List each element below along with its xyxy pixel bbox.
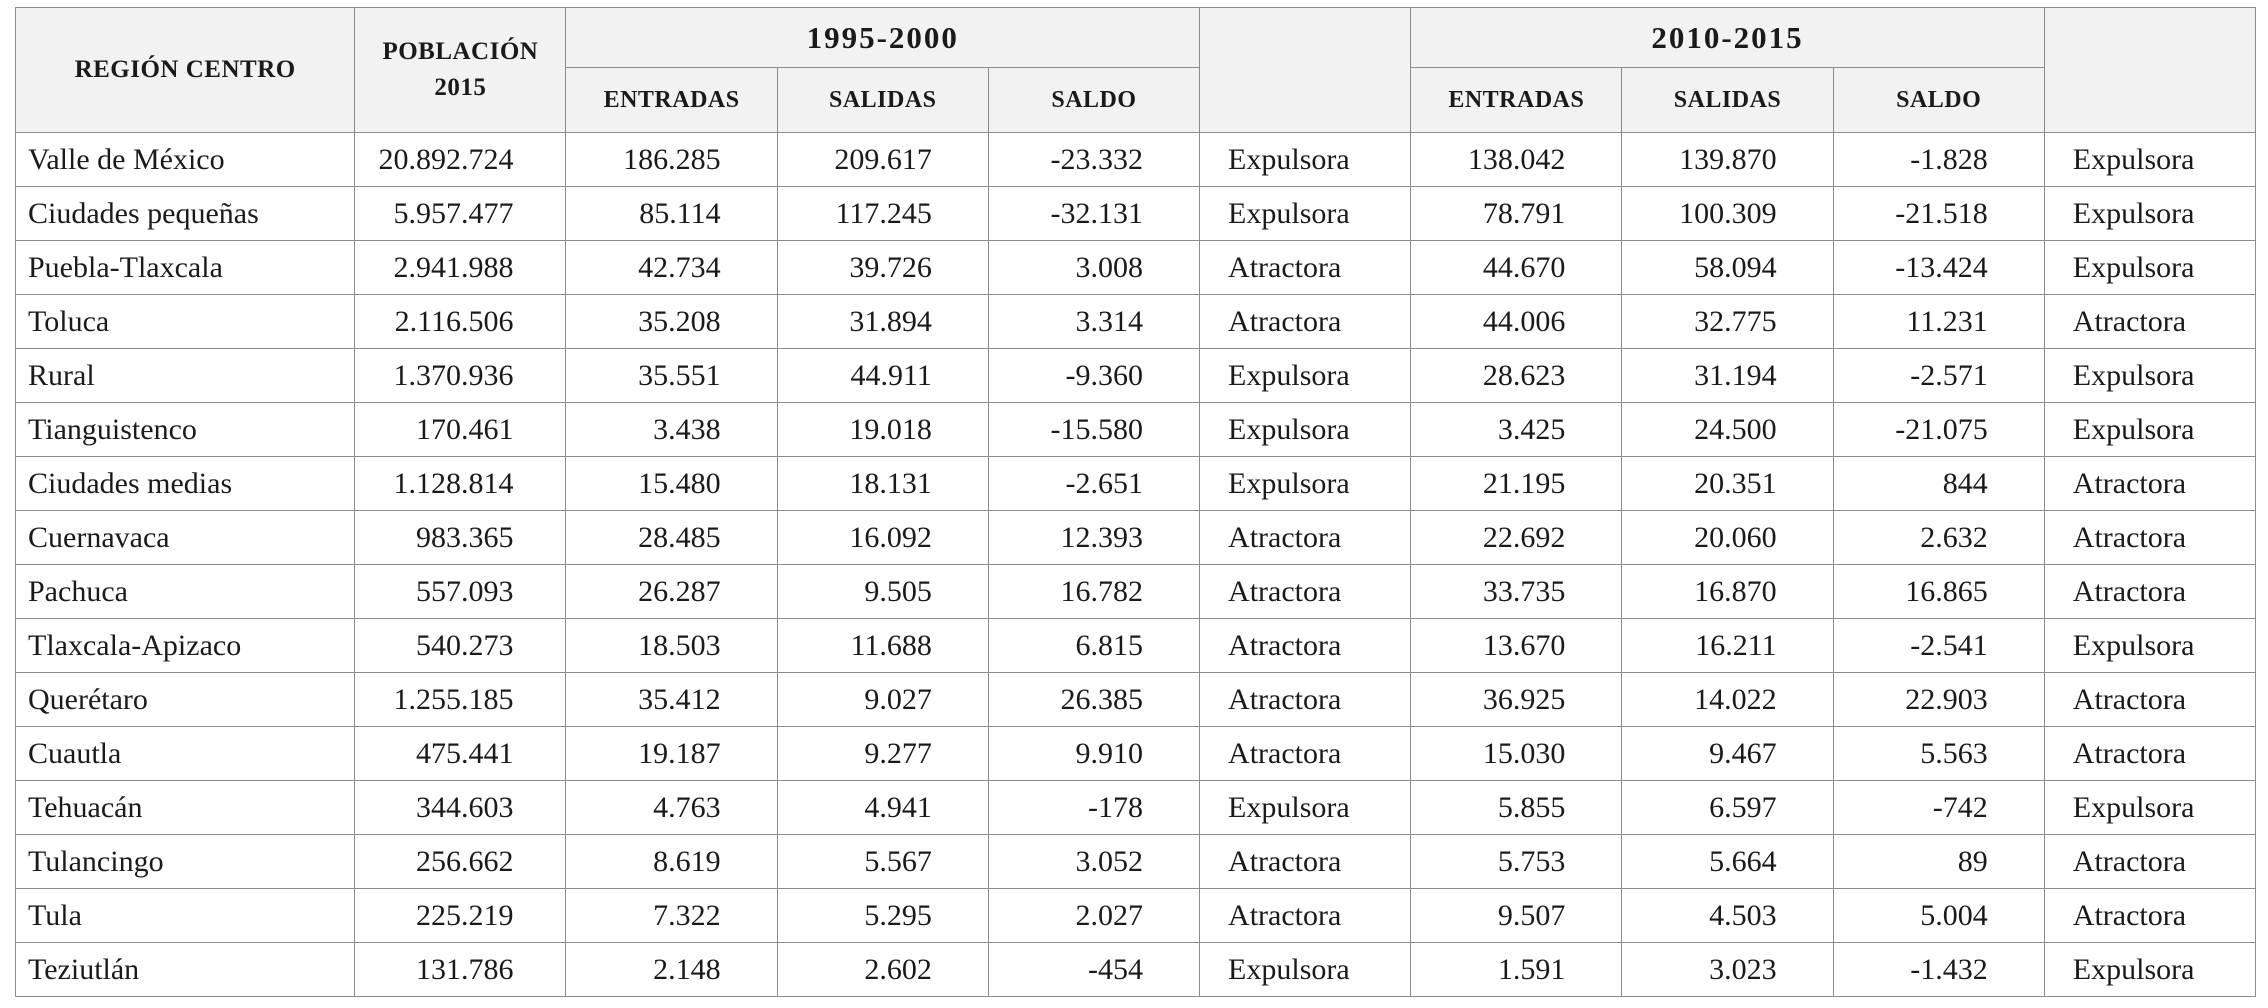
- saldo-1995-cell: -23.332: [988, 133, 1199, 187]
- saldo-2010-cell: 2.632: [1833, 511, 2044, 565]
- saldo-1995-cell: 16.782: [988, 565, 1199, 619]
- type-2010-cell: Atractora: [2044, 889, 2255, 943]
- saldo-2010-cell: -21.518: [1833, 187, 2044, 241]
- type-1995-cell: Expulsora: [1200, 781, 1411, 835]
- saldo-1995-cell: 12.393: [988, 511, 1199, 565]
- type-2010-cell: Atractora: [2044, 727, 2255, 781]
- population-cell: 5.957.477: [355, 187, 566, 241]
- entradas-1995-cell: 19.187: [566, 727, 777, 781]
- saldo-1995-cell: 26.385: [988, 673, 1199, 727]
- entradas-2010-cell: 5.753: [1411, 835, 1622, 889]
- header-type-1995-2000: [1200, 8, 1411, 133]
- saldo-2010-cell: -21.075: [1833, 403, 2044, 457]
- entradas-2010-cell: 21.195: [1411, 457, 1622, 511]
- entradas-1995-cell: 8.619: [566, 835, 777, 889]
- salidas-2010-cell: 9.467: [1622, 727, 1833, 781]
- migration-table: [15, 7, 2256, 997]
- table-row: [16, 295, 2256, 349]
- saldo-1995-cell: -15.580: [988, 403, 1199, 457]
- saldo-2010-cell: 844: [1833, 457, 2044, 511]
- salidas-2010-cell: 24.500: [1622, 403, 1833, 457]
- region-name: Cuernavaca: [16, 511, 355, 565]
- salidas-2010-cell: 3.023: [1622, 943, 1833, 997]
- salidas-2010-cell: 20.351: [1622, 457, 1833, 511]
- table-row: [16, 241, 2256, 295]
- entradas-2010-cell: 1.591: [1411, 943, 1622, 997]
- type-2010-cell: Atractora: [2044, 295, 2255, 349]
- saldo-1995-cell: 6.815: [988, 619, 1199, 673]
- salidas-1995-cell: 11.688: [777, 619, 988, 673]
- saldo-2010-cell: -2.571: [1833, 349, 2044, 403]
- salidas-2010-cell: 32.775: [1622, 295, 1833, 349]
- salidas-1995-cell: 5.567: [777, 835, 988, 889]
- saldo-2010-cell: 5.004: [1833, 889, 2044, 943]
- saldo-1995-cell: 3.008: [988, 241, 1199, 295]
- region-name: Tianguistenco: [16, 403, 355, 457]
- entradas-2010-cell: 44.006: [1411, 295, 1622, 349]
- type-1995-cell: Atractora: [1200, 835, 1411, 889]
- entradas-2010-cell: 36.925: [1411, 673, 1622, 727]
- entradas-2010-cell: 3.425: [1411, 403, 1622, 457]
- region-name: Toluca: [16, 295, 355, 349]
- entradas-2010-cell: 13.670: [1411, 619, 1622, 673]
- region-name: Puebla-Tlaxcala: [16, 241, 355, 295]
- population-cell: 983.365: [355, 511, 566, 565]
- entradas-1995-cell: 4.763: [566, 781, 777, 835]
- header-population: [355, 8, 566, 133]
- salidas-2010-cell: 20.060: [1622, 511, 1833, 565]
- population-cell: 557.093: [355, 565, 566, 619]
- type-1995-cell: Atractora: [1200, 565, 1411, 619]
- salidas-2010-cell: 31.194: [1622, 349, 1833, 403]
- entradas-2010-cell: 44.670: [1411, 241, 1622, 295]
- region-name: Ciudades medias: [16, 457, 355, 511]
- type-2010-cell: Expulsora: [2044, 133, 2255, 187]
- population-cell: 256.662: [355, 835, 566, 889]
- type-2010-cell: Expulsora: [2044, 403, 2255, 457]
- type-1995-cell: Expulsora: [1200, 349, 1411, 403]
- entradas-1995-cell: 15.480: [566, 457, 777, 511]
- type-2010-cell: Expulsora: [2044, 781, 2255, 835]
- type-2010-cell: Expulsora: [2044, 349, 2255, 403]
- entradas-2010-cell: 28.623: [1411, 349, 1622, 403]
- region-name: Tulancingo: [16, 835, 355, 889]
- population-cell: 2.116.506: [355, 295, 566, 349]
- salidas-1995-cell: 117.245: [777, 187, 988, 241]
- type-2010-cell: Expulsora: [2044, 241, 2255, 295]
- entradas-1995-cell: 18.503: [566, 619, 777, 673]
- entradas-1995-cell: 85.114: [566, 187, 777, 241]
- salidas-1995-cell: 4.941: [777, 781, 988, 835]
- type-1995-cell: Atractora: [1200, 889, 1411, 943]
- header-population-label: POBLACIÓN: [382, 38, 539, 65]
- salidas-2010-cell: 58.094: [1622, 241, 1833, 295]
- type-2010-cell: Expulsora: [2044, 187, 2255, 241]
- salidas-1995-cell: 9.505: [777, 565, 988, 619]
- header-type-2010-2015: [2044, 8, 2255, 133]
- population-cell: 20.892.724: [355, 133, 566, 187]
- table-row: [16, 133, 2256, 187]
- table-row: [16, 187, 2256, 241]
- population-cell: 540.273: [355, 619, 566, 673]
- saldo-2010-cell: -1.432: [1833, 943, 2044, 997]
- population-cell: 475.441: [355, 727, 566, 781]
- entradas-1995-cell: 28.485: [566, 511, 777, 565]
- salidas-1995-cell: 209.617: [777, 133, 988, 187]
- saldo-2010-cell: -2.541: [1833, 619, 2044, 673]
- type-1995-cell: Atractora: [1200, 511, 1411, 565]
- region-name: Valle de México: [16, 133, 355, 187]
- type-1995-cell: Atractora: [1200, 241, 1411, 295]
- region-name: Querétaro: [16, 673, 355, 727]
- saldo-1995-cell: -9.360: [988, 349, 1199, 403]
- table-row: [16, 403, 2256, 457]
- saldo-2010-cell: 16.865: [1833, 565, 2044, 619]
- entradas-2010-cell: 5.855: [1411, 781, 1622, 835]
- salidas-1995-cell: 2.602: [777, 943, 988, 997]
- region-name: Teziutlán: [16, 943, 355, 997]
- type-1995-cell: Atractora: [1200, 295, 1411, 349]
- salidas-2010-cell: 16.211: [1622, 619, 1833, 673]
- header-salidas-2: SALIDAS: [1622, 68, 1833, 133]
- table-row: [16, 889, 2256, 943]
- header-population-year: 2015: [434, 74, 487, 101]
- entradas-2010-cell: 78.791: [1411, 187, 1622, 241]
- type-1995-cell: Atractora: [1200, 673, 1411, 727]
- migration-table-container: [15, 7, 2256, 997]
- table-row: [16, 457, 2256, 511]
- type-1995-cell: Atractora: [1200, 619, 1411, 673]
- saldo-2010-cell: -742: [1833, 781, 2044, 835]
- table-row: [16, 511, 2256, 565]
- salidas-1995-cell: 9.027: [777, 673, 988, 727]
- entradas-1995-cell: 35.551: [566, 349, 777, 403]
- population-cell: 1.128.814: [355, 457, 566, 511]
- header-saldo-1: SALDO: [988, 68, 1199, 133]
- region-name: Pachuca: [16, 565, 355, 619]
- region-name: Ciudades pequeñas: [16, 187, 355, 241]
- type-2010-cell: Atractora: [2044, 673, 2255, 727]
- saldo-2010-cell: 11.231: [1833, 295, 2044, 349]
- saldo-2010-cell: 89: [1833, 835, 2044, 889]
- saldo-1995-cell: 2.027: [988, 889, 1199, 943]
- salidas-2010-cell: 5.664: [1622, 835, 1833, 889]
- entradas-1995-cell: 35.208: [566, 295, 777, 349]
- type-1995-cell: Atractora: [1200, 727, 1411, 781]
- table-row: [16, 673, 2256, 727]
- entradas-1995-cell: 35.412: [566, 673, 777, 727]
- saldo-1995-cell: -32.131: [988, 187, 1199, 241]
- saldo-1995-cell: -454: [988, 943, 1199, 997]
- population-cell: 170.461: [355, 403, 566, 457]
- saldo-2010-cell: 5.563: [1833, 727, 2044, 781]
- salidas-1995-cell: 19.018: [777, 403, 988, 457]
- saldo-2010-cell: 22.903: [1833, 673, 2044, 727]
- salidas-1995-cell: 18.131: [777, 457, 988, 511]
- population-cell: 1.255.185: [355, 673, 566, 727]
- table-row: [16, 943, 2256, 997]
- header-entradas-2: ENTRADAS: [1411, 68, 1622, 133]
- saldo-1995-cell: -2.651: [988, 457, 1199, 511]
- salidas-2010-cell: 139.870: [1622, 133, 1833, 187]
- entradas-1995-cell: 42.734: [566, 241, 777, 295]
- salidas-1995-cell: 9.277: [777, 727, 988, 781]
- region-name: Tlaxcala-Apizaco: [16, 619, 355, 673]
- population-cell: 344.603: [355, 781, 566, 835]
- entradas-1995-cell: 2.148: [566, 943, 777, 997]
- type-1995-cell: Expulsora: [1200, 187, 1411, 241]
- region-name: Tehuacán: [16, 781, 355, 835]
- table-header: [16, 8, 2256, 133]
- table-row: [16, 565, 2256, 619]
- table-row: [16, 349, 2256, 403]
- salidas-1995-cell: 39.726: [777, 241, 988, 295]
- saldo-1995-cell: 3.052: [988, 835, 1199, 889]
- type-1995-cell: Expulsora: [1200, 133, 1411, 187]
- region-name: Cuautla: [16, 727, 355, 781]
- entradas-1995-cell: 26.287: [566, 565, 777, 619]
- salidas-1995-cell: 31.894: [777, 295, 988, 349]
- type-1995-cell: Expulsora: [1200, 457, 1411, 511]
- salidas-2010-cell: 14.022: [1622, 673, 1833, 727]
- entradas-2010-cell: 15.030: [1411, 727, 1622, 781]
- salidas-2010-cell: 100.309: [1622, 187, 1833, 241]
- table-row: [16, 727, 2256, 781]
- entradas-2010-cell: 9.507: [1411, 889, 1622, 943]
- saldo-1995-cell: 9.910: [988, 727, 1199, 781]
- entradas-2010-cell: 138.042: [1411, 133, 1622, 187]
- header-saldo-2: SALDO: [1833, 68, 2044, 133]
- entradas-2010-cell: 33.735: [1411, 565, 1622, 619]
- population-cell: 2.941.988: [355, 241, 566, 295]
- type-2010-cell: Atractora: [2044, 835, 2255, 889]
- salidas-2010-cell: 6.597: [1622, 781, 1833, 835]
- type-1995-cell: Expulsora: [1200, 943, 1411, 997]
- region-name: Tula: [16, 889, 355, 943]
- salidas-2010-cell: 4.503: [1622, 889, 1833, 943]
- type-2010-cell: Expulsora: [2044, 619, 2255, 673]
- population-cell: 1.370.936: [355, 349, 566, 403]
- type-2010-cell: Atractora: [2044, 457, 2255, 511]
- table-row: [16, 835, 2256, 889]
- header-entradas-1: ENTRADAS: [566, 68, 777, 133]
- table-row: [16, 781, 2256, 835]
- type-2010-cell: Atractora: [2044, 511, 2255, 565]
- header-salidas-1: SALIDAS: [777, 68, 988, 133]
- saldo-1995-cell: -178: [988, 781, 1199, 835]
- population-cell: 225.219: [355, 889, 566, 943]
- header-region: REGIÓN CENTRO: [16, 8, 355, 133]
- type-2010-cell: Expulsora: [2044, 943, 2255, 997]
- entradas-1995-cell: 7.322: [566, 889, 777, 943]
- type-1995-cell: Expulsora: [1200, 403, 1411, 457]
- header-period-2010-2015: 2010-2015: [1411, 8, 2045, 68]
- salidas-1995-cell: 16.092: [777, 511, 988, 565]
- saldo-1995-cell: 3.314: [988, 295, 1199, 349]
- region-name: Rural: [16, 349, 355, 403]
- population-cell: 131.786: [355, 943, 566, 997]
- entradas-1995-cell: 186.285: [566, 133, 777, 187]
- header-period-1995-2000: 1995-2000: [566, 8, 1200, 68]
- saldo-2010-cell: -1.828: [1833, 133, 2044, 187]
- salidas-1995-cell: 44.911: [777, 349, 988, 403]
- salidas-2010-cell: 16.870: [1622, 565, 1833, 619]
- entradas-2010-cell: 22.692: [1411, 511, 1622, 565]
- entradas-1995-cell: 3.438: [566, 403, 777, 457]
- saldo-2010-cell: -13.424: [1833, 241, 2044, 295]
- table-row: [16, 619, 2256, 673]
- salidas-1995-cell: 5.295: [777, 889, 988, 943]
- type-2010-cell: Atractora: [2044, 565, 2255, 619]
- table-body: [16, 133, 2256, 997]
